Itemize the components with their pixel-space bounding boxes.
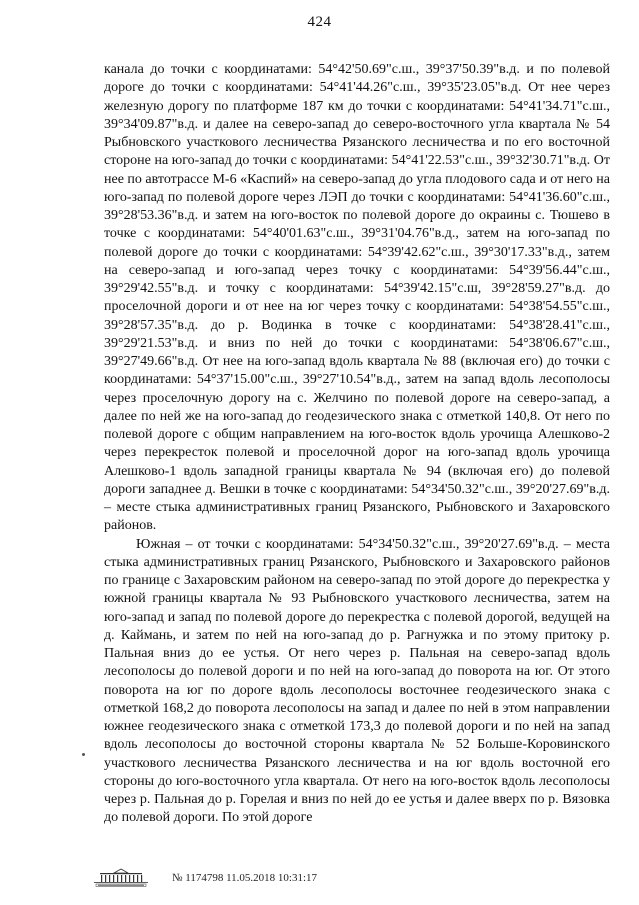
page-number: 424 (307, 14, 332, 30)
paragraph-1: канала до точки с координатами: 54°42'50.69"с.ш., 39°37'50.39"в.д. и по полевой дороге до точки с координатами: 54°41'44.26"с.ш., 39°35'23.05"в.д. От нее через железную дорогу по платформе 187 км до точки с координатами: 54°41'34.71"с.ш., 39°34'09.87"в.д. и далее на северо-запад до северо-восточного угла квартала № 54 Рыбновского участкового лесничества Рязанского лесничества и по его восточной стороне на юго-запад до точки с координатами: 54°41'22.53"с.ш., 39°32'30.71"в.д. От нее по автотрассе М-6 «Каспий» на северо-запад до угла плодового сада и от него на юго-запад по полевой дороге через ЛЭП до точки с координатами: 54°41'36.60"с.ш., 39°28'53.36"в.д. и затем на юго-восток по полевой дороге до окраины с. Тюшево в точке с координатами: 54°40'01.63"с.ш., 39°31'04.76"в.д., затем на юго-запад по полевой дороге до точки с координатами: 54°39'42.62"с.ш., 39°30'17.33"в.д., затем на северо-запад и юго-запад через точку с координатами: 54°39'56.44"с.ш., 39°29'42.55"в.д. и точку с координатами: 54°39'42.15"с.ш, 39°28'59.27"в.д. до проселочной дороги и от нее на юг через точку с координатами: 54°38'54.55"с.ш., 39°28'57.35"в.д. до р. Водинка в точке с координатами: 54°38'28.41"с.ш., 39°29'21.53"в.д. и вниз по ней до точки с координатами: 54°38'06.67"с.ш., 39°27'49.66"в.д. От нее на юго-запад вдоль квартала № 88 (включая его) до точки с координатами: 54°37'15.00"с.ш., 39°27'10.54"в.д., затем на запад вдоль лесополосы через проселочную дорогу на с. Желчино по полевой дороге на северо-запад, а далее по ней же на юго-запад до геодезического знака с отметкой 140,8. От него по полевой дороге с общим направлением на юго-восток вдоль урочища Алешково-2 через перекресток полевой и проселочной дорог на юго-запад вдоль урочища Алешково-1 вдоль западной границы квартала № 94 (включая его) до полевой дороги западнее д. Вешки в точке с координатами: 54°34'50.32"с.ш., 39°20'27.69"в.д. – месте стыка административных границ Рязанского, Рыбновского и Захаровского районов. (104, 62, 610, 534)
document-footer (92, 867, 317, 889)
registration-stamp: № 1174798 11.05.2018 10:31:17 (172, 872, 318, 884)
government-building-logo-icon (92, 868, 150, 888)
document-body (104, 61, 610, 828)
margin-mark (82, 753, 85, 756)
paragraph-2: Южная – от точки с координатами: 54°34'50.32"с.ш., 39°20'27.69"в.д. – места стыка административных границ Рязанского, Рыбновского и Захаровского районов по границе с Захаровским районом на северо-запад по этой дороге до перекрестка у южной границы квартала № 93 Рыбновского участкового лесничества, затем на юго-запад и запад по полевой дороге до перекрестка с полевой дорогой, ведущей на д. Каймань, и затем по ней на юго-запад до р. Рагнужка и по этому притоку р. Пальная вниз до ее устья. От него через р. Пальная на северо-запад вдоль лесополосы до полевой дороги и по ней на юго-запад до поворота на юг. От этого поворота на юг по дороге вдоль лесополосы восточнее геодезического знака с отметкой 168,2 до поворота лесополосы на запад и далее по ней в этом направлении южнее геодезического знака с отметкой 173,3 до полевой дороги и по ней на запад вдоль лесополосы до восточной стороны квартала № 52 Больше-Коровинского участкового лесничества Рязанского лесничества и на юг вдоль восточной его стороны до юго-восточного угла квартала. От него на юго-восток вдоль лесополосы через р. Пальная до р. Горелая и вниз по ней до ее устья и далее вверх по р. Вязовка до полевой дороги. По этой дороге (104, 536, 610, 826)
